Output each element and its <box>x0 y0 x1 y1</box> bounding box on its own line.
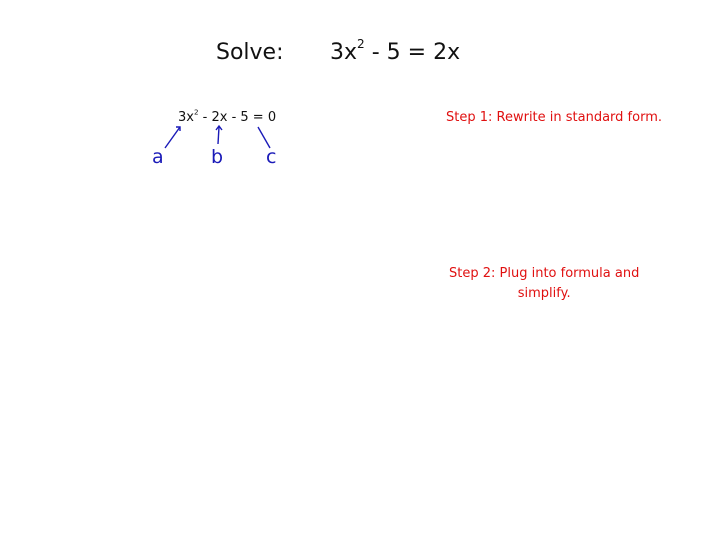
standard-form-exponent: 2 <box>193 107 199 117</box>
standard-form-term: 3x <box>178 110 194 125</box>
coefficient-a: a <box>152 146 164 168</box>
step-1-instruction: Step 1: Rewrite in standard form. <box>446 110 662 125</box>
main-equation-rest: - 5 = 2x <box>364 40 461 65</box>
coefficient-b: b <box>211 146 224 168</box>
arrow-c-line <box>258 127 270 148</box>
arrow-b-line <box>218 127 219 144</box>
step-2-line-2: simplify. <box>517 286 571 301</box>
main-equation-exponent: 2 <box>357 37 365 52</box>
main-equation-term: 3x <box>330 40 358 65</box>
step-2-line-1: Step 2: Plug into formula and <box>449 266 640 281</box>
arrow-a-line <box>165 127 180 148</box>
step-2-instruction <box>449 264 639 304</box>
coefficient-c: c <box>266 146 277 168</box>
solve-label: Solve: <box>216 40 284 65</box>
standard-form-rest: - 2x - 5 = 0 <box>198 110 277 125</box>
